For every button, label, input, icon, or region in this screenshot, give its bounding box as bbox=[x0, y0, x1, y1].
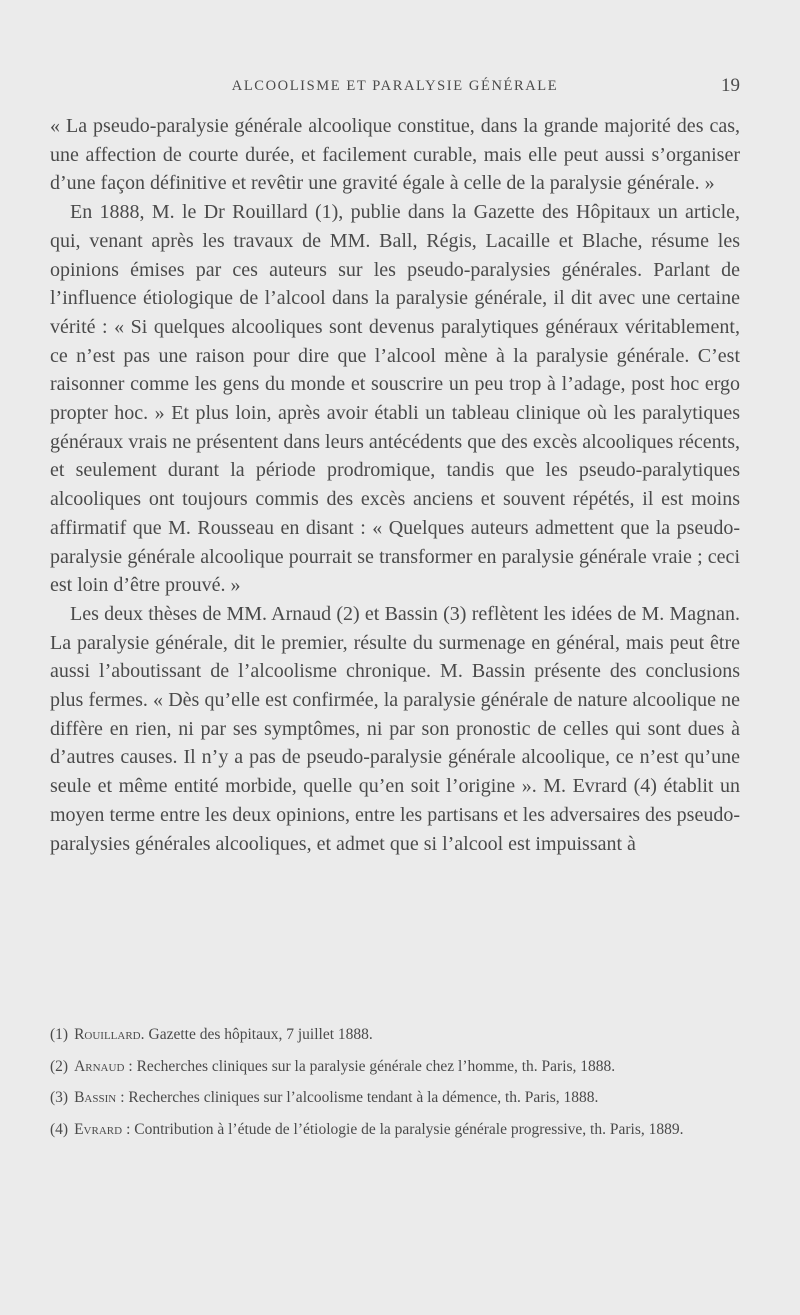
footnote-author: Rouillard. bbox=[74, 1026, 145, 1043]
footnote-author: Bassin bbox=[74, 1089, 117, 1106]
footnote-mark: (3) bbox=[50, 1089, 69, 1106]
footnote bbox=[50, 1087, 740, 1109]
footnote bbox=[50, 1056, 740, 1078]
footnote-mark: (4) bbox=[50, 1120, 69, 1138]
paragraph: Les deux thèses de MM. Arnaud (2) et Bassin (3) reflètent les idées de M. Magnan. La paralysie générale, dit le premier, résulte du surmenage en général, mais peut être aussi l’aboutissant de l’alcoolisme chronique. M. Bassin présente des conclusions plus fermes. « Dès qu’elle est confirmée, la paralysie générale de nature alcoolique ne diffère en rien, ni par ses symptômes, ni par son pronostic de celles qui sont dues à d’autres causes. Il n’y a pas de pseudo-paralysie générale alcoolique, ce n’est qu’une seule et même entité morbide, quelle qu’en soit l’origine ». M. Evrard (4) établit un moyen terme entre les deux opinions, entre les partisans et les adversaires des pseudo-paralysies générales alcooliques, et admet que si l’alcool est impuissant à bbox=[50, 602, 740, 855]
page-header bbox=[50, 75, 740, 102]
footnote-mark: (1) bbox=[50, 1026, 69, 1043]
footnote bbox=[50, 1119, 740, 1141]
footnote-author: Arnaud bbox=[74, 1057, 125, 1075]
footnote-text: : Recherches cliniques sur la paralysie générale chez l’homme, th. Paris, 1888. bbox=[128, 1057, 616, 1075]
paragraph: « La pseudo-paralysie générale alcoolique constitue, dans la grande majorité des cas, une affection de courte durée, et facilement curable, mais elle peut aussi s’organiser d’une façon définitive et revêtir une gravité égale à celle de la paralysie générale. » bbox=[50, 115, 740, 195]
body-text bbox=[50, 112, 740, 858]
footnote-text: : Recherches cliniques sur l’alcoolisme tendant à la démence, th. Paris, 1888. bbox=[120, 1089, 599, 1106]
footnote-text: : Contribution à l’étude de l’étiologie de la paralysie générale progressive, th. Paris, 1889. bbox=[126, 1120, 684, 1138]
page-number: 19 bbox=[721, 75, 740, 96]
footnotes bbox=[50, 1024, 740, 1150]
paragraph: En 1888, M. le Dr Rouillard (1), publie dans la Gazette des Hôpitaux un article, qui, venant après les travaux de MM. Ball, Régis, Lacaille et Blache, résume les opinions émises par ces auteurs sur les pseudo-paralysies générales. Parlant de l’influence étiologique de l’alcool dans la paralysie générale, il dit avec une certaine vérité : « Si quelques alcooliques sont devenus paralytiques généraux véritablement, ce n’est pas une raison pour dire que l’alcool mène à la paralysie générale. C’est raisonner comme les gens du monde et souscrire un peu trop à l’adage, post hoc ergo propter hoc. » Et plus loin, après avoir établi un tableau clinique où les paralytiques généraux vrais ne présentent dans leurs antécédents que des excès alcooliques récents, et seulement durant la période prodromique, tandis que les pseudo-paralytiques alcooliques ont toujours commis des excès anciens et souvent répétés, il est moins affirmatif que M. Rousseau en disant : « Quelques auteurs admettent que la pseudo-paralysie générale alcoolique pourrait se transformer en paralysie générale vraie ; ceci est loin d’être prouvé. » bbox=[50, 201, 740, 597]
footnote-author: Evrard bbox=[74, 1120, 123, 1138]
footnote-text: Gazette des hôpitaux, 7 juillet 1888. bbox=[148, 1026, 373, 1043]
footnote-mark: (2) bbox=[50, 1057, 69, 1075]
running-title: ALCOOLISME ET PARALYSIE GÉNÉRALE bbox=[231, 78, 559, 94]
footnote bbox=[50, 1024, 740, 1046]
